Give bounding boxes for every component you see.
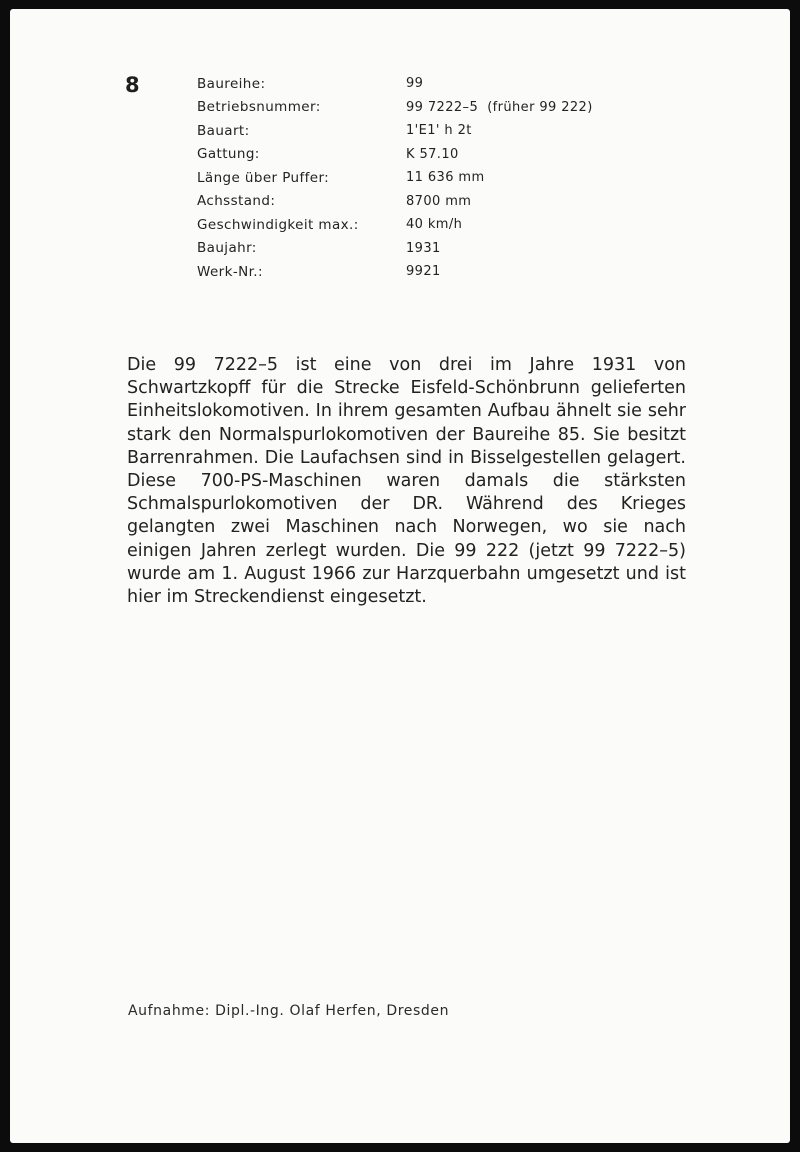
spec-label: Betriebsnummer: [197, 99, 321, 116]
spec-table [197, 72, 717, 284]
spec-label: Gattung: [197, 146, 260, 163]
spec-label: Geschwindigkeit max.: [197, 216, 359, 233]
spec-row-gattung [197, 143, 717, 167]
spec-row-betriebsnummer [197, 96, 717, 120]
card-number: 8 [125, 73, 140, 97]
postcard-back [10, 9, 790, 1143]
spec-row-baujahr [197, 237, 717, 261]
photo-credit: Aufnahme: Dipl.-Ing. Olaf Herfen, Dresden [128, 1003, 450, 1019]
spec-value: 1931 [406, 240, 441, 256]
description-paragraph: Die 99 7222–5 ist eine von drei im Jahre 1931 von Schwartzkopff für die Strecke Eisfeld-Schönbrunn gelieferten Einheitslokomotiven. In ihrem gesamten Aufbau ähnelt sie sehr stark den Normalspurlokomotiven der Baureihe 85. Sie besitzt Barrenrahmen. Die Laufachsen sind in Bisselgestellen gelagert. Diese 700-PS-Maschinen waren damals die stärksten Schmalspurlokomotiven der DR. Während des Krieges gelangten zwei Maschinen nach Norwegen, wo sie nach einigen Jahren zerlegt wurden. Die 99 222 (jetzt 99 7222–5) wurde am 1. August 1966 zur Harzquerbahn umgesetzt und ist hier im Streckendienst eingesetzt. [127, 355, 686, 608]
spec-label: Achsstand: [197, 193, 276, 210]
spec-value: 99 7222–5 (früher 99 222) [406, 99, 593, 115]
spec-value: 11 636 mm [406, 170, 485, 186]
spec-value: 8700 mm [406, 193, 472, 209]
spec-value: 99 [406, 76, 424, 92]
spec-label: Baujahr: [197, 240, 257, 257]
spec-value: K 57.10 [406, 146, 459, 162]
spec-value: 40 km/h [406, 217, 463, 233]
spec-label: Werk-Nr.: [197, 263, 263, 280]
spec-row-geschwindigkeit [197, 213, 717, 237]
spec-row-baureihe [197, 72, 717, 96]
spec-row-laenge [197, 166, 717, 190]
spec-label: Baureihe: [197, 75, 266, 92]
spec-label: Bauart: [197, 122, 250, 139]
spec-row-werknummer [197, 260, 717, 284]
spec-value: 1'E1' h 2t [406, 123, 472, 139]
spec-row-achsstand [197, 190, 717, 214]
spec-value: 9921 [406, 264, 441, 280]
spec-label: Länge über Puffer: [197, 169, 330, 186]
spec-row-bauart [197, 119, 717, 143]
